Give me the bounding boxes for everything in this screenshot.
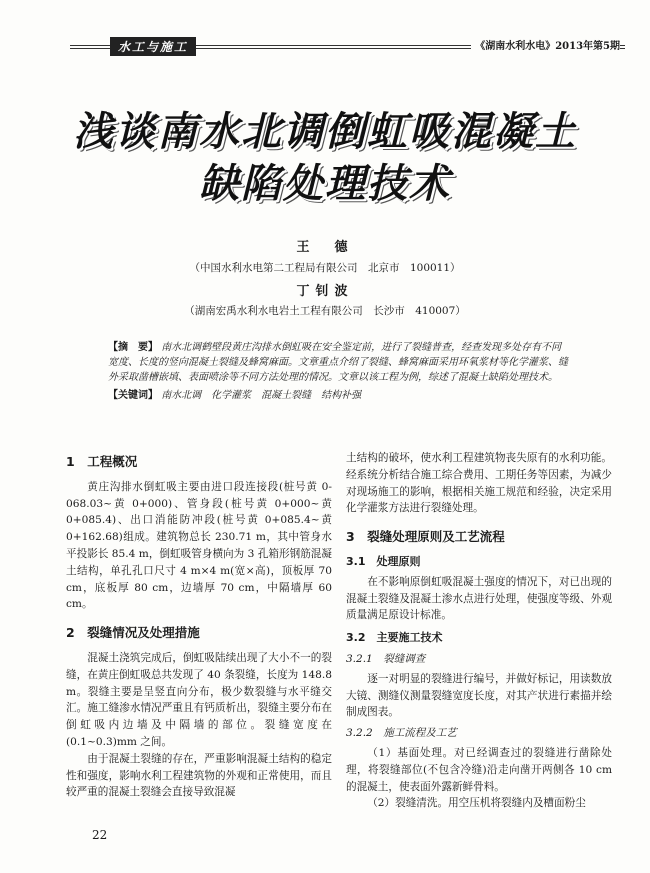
abstract-label: 【摘 要】 [108, 342, 158, 353]
section-tag: 水工与施工 [110, 37, 196, 56]
section-3-2-heading: 3.2 主要施工技术 [346, 631, 443, 645]
section-3-heading: 3 裂缝处理原则及工艺流程 [346, 529, 505, 545]
affiliation-2: （湖南宏禹水利水电岩土工程有限公司 长沙市 410007） [184, 305, 466, 317]
section-3-1-paragraph: 在不影响原倒虹吸混凝土强度的情况下，对已出现的混凝土裂缝及混凝土渗水点进行处理，使强度等级、外观质量满足原设计标准。 [346, 575, 612, 622]
section-3-1-heading: 3.1 处理原则 [346, 554, 421, 568]
keywords-text: 南水北调 化学灌浆 混凝土裂缝 结构补强 [161, 390, 362, 401]
continued-paragraph: 土结构的破坏，使水利工程建筑物丧失原有的水利功能。经系统分析结合施工综合费用、工期任务等因素，为减少对现场施工的影响，根据相关施工规范和经验，决定采用化学灌浆方法进行裂缝处理。 [346, 452, 612, 515]
journal-name: 《湖南水利水电》2013年第5期 [471, 37, 620, 52]
affiliation-1: （中国水利水电第二工程局有限公司 北京市 100011） [189, 262, 461, 274]
right-column [346, 450, 612, 812]
left-column [66, 442, 332, 801]
section-2-paragraph-2: 由于混凝土裂缝的存在，严重影响混凝土结构的稳定性和强度，影响水利工程建筑物的外观和正常使用，而且较严重的混凝土裂缝会直接导致混凝 [66, 752, 332, 799]
section-3-2-1-paragraph: 逐一对明显的裂缝进行编号，并做好标记，用读数放大镜、测缝仪测量裂缝宽度长度，对其产状进行素描并绘制成图表。 [346, 672, 612, 719]
section-1-paragraph: 黄庄沟排水倒虹吸主要由进口段连接段(桩号黄 0-068.03~黄 0+000)、管身段(桩号黄 0+000~黄 0+085.4)、出口消能防冲段(桩号黄 0+085.4~黄 0+162.68)组成。建筑物总长 230.71 m，其中管身水平投影长 85.4 m，倒虹吸管身横向为 3 孔箱形钢筋混凝土结构，单孔孔口尺寸 4 m×4 m(宽×高)，顶板厚 70 cm，底板厚 80 cm，边墙厚 70 cm，中隔墙厚 60 cm。 [66, 480, 332, 611]
section-3-2-2-paragraph-1: （1）基面处理。对已经调查过的裂缝进行凿除处理，将裂缝部位(不包含冷缝)沿走向凿开两侧各 10 cm 的混凝土，使表面外露新鲜骨料。 [346, 746, 612, 793]
section-3-2-2-heading: 3.2.2 施工流程及工艺 [346, 727, 457, 740]
title-line-2: 缺陷处理技术 [199, 161, 451, 207]
section-1-heading: 1 工程概况 [66, 454, 138, 469]
abstract [108, 340, 570, 403]
page-number: 22 [92, 828, 108, 842]
author-2: 丁钊波 [296, 284, 354, 299]
keywords-label: 【关键词】 [108, 390, 158, 401]
section-3-2-2-paragraph-2: （2）裂缝清洗。用空压机将裂缝内及槽面粉尘 [367, 797, 586, 810]
title-line-1: 浅谈南水北调倒虹吸混凝土 [73, 109, 577, 155]
section-2-paragraph-1: 混凝土浇筑完成后，倒虹吸陆续出现了大小不一的裂缝，在黄庄倒虹吸总共发现了 40 条裂缝，长度为 148.8 m。裂缝主要是呈竖直向分布，极少数裂缝与水平缝交汇。施工缝渗水情况严重且有钙质析出，裂缝主要分布在倒虹吸内边墙及中隔墙的部位。裂缝宽度在(0.1~0.3)mm 之间。 [66, 651, 332, 748]
section-3-2-1-heading: 3.2.1 裂缝调查 [346, 652, 426, 665]
section-2-heading: 2 裂缝情况及处理措施 [66, 625, 200, 641]
abstract-text: 南水北调鹤壁段黄庄沟排水倒虹吸在安全鉴定前，进行了裂缝普查，经查发现多处存有不同宽度、长度的竖向混凝土裂缝及蜂窝麻面。文章重点介绍了裂缝、蜂窝麻面采用环氧浆材等化学灌浆、缝外采取凿槽嵌填、表面喷涂等不同方法处理的情况。文章以该工程为例，综述了混凝土缺陷处理技术。 [108, 342, 568, 383]
author-1: 王 德 [296, 240, 354, 255]
